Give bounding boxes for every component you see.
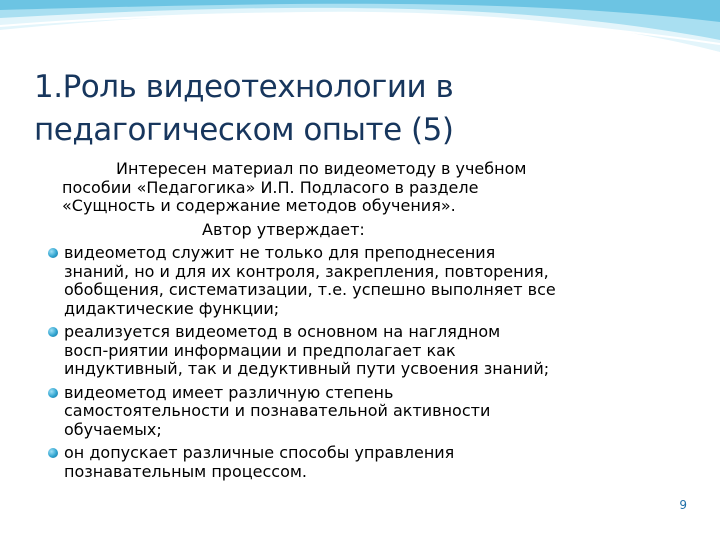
bullet-4-line-1: он допускает различные способы управления <box>64 443 455 462</box>
bullet-3-line-3: обучаемых; <box>64 419 162 439</box>
bullet-4-line-2: познавательным процессом. <box>64 461 308 481</box>
bullet-2-line-1: реализуется видеометод в основном на наглядном <box>64 322 501 341</box>
bullet-item-2 <box>48 323 698 379</box>
slide-title <box>34 66 674 152</box>
title-line-1: 1.Роль видеотехнологии в <box>34 69 454 105</box>
bullet-list <box>48 244 698 481</box>
intro-line-3: «Сущность и содержание методов обучения». <box>62 196 456 215</box>
bullet-2-line-2: восп-риятии информации и предполагает как <box>64 340 456 360</box>
intro-line-2: пособии «Педагогика» И.П. Подласого в разделе <box>62 177 479 197</box>
bullet-dot-icon <box>48 448 58 458</box>
bullet-1-line-4: дидактические функции; <box>64 298 280 318</box>
bullet-3-line-2: самостоятельности и познавательной активности <box>64 401 491 420</box>
page-number: 9 <box>679 498 687 512</box>
bullet-item-4 <box>48 444 698 481</box>
slide-body <box>48 160 698 486</box>
bullet-dot-icon <box>48 248 58 258</box>
intro-line-1: Интересен материал по видеометоду в учебном <box>116 159 527 178</box>
title-line-2: педагогическом опыте (5) <box>34 112 454 148</box>
bullet-1-line-1: видеометод служит не только для преподнесения <box>64 243 496 262</box>
bullet-3-line-1: видеометод имеет различную степень <box>64 382 394 402</box>
header-wave-decoration <box>0 0 720 70</box>
bullet-item-1 <box>48 244 698 318</box>
bullet-dot-icon <box>48 388 58 398</box>
bullet-dot-icon <box>48 327 58 337</box>
bullet-1-line-2: знаний, но и для их контроля, закрепления, повторения, <box>64 261 549 281</box>
bullet-1-line-3: обобщения, систематизации, т.е. успешно выполняет все <box>64 280 556 299</box>
author-line: Автор утверждает: <box>202 219 365 239</box>
intro-paragraph <box>48 160 698 239</box>
bullet-item-3 <box>48 384 698 440</box>
bullet-2-line-3: индуктивный, так и дедуктивный пути усвоения знаний; <box>64 359 550 378</box>
